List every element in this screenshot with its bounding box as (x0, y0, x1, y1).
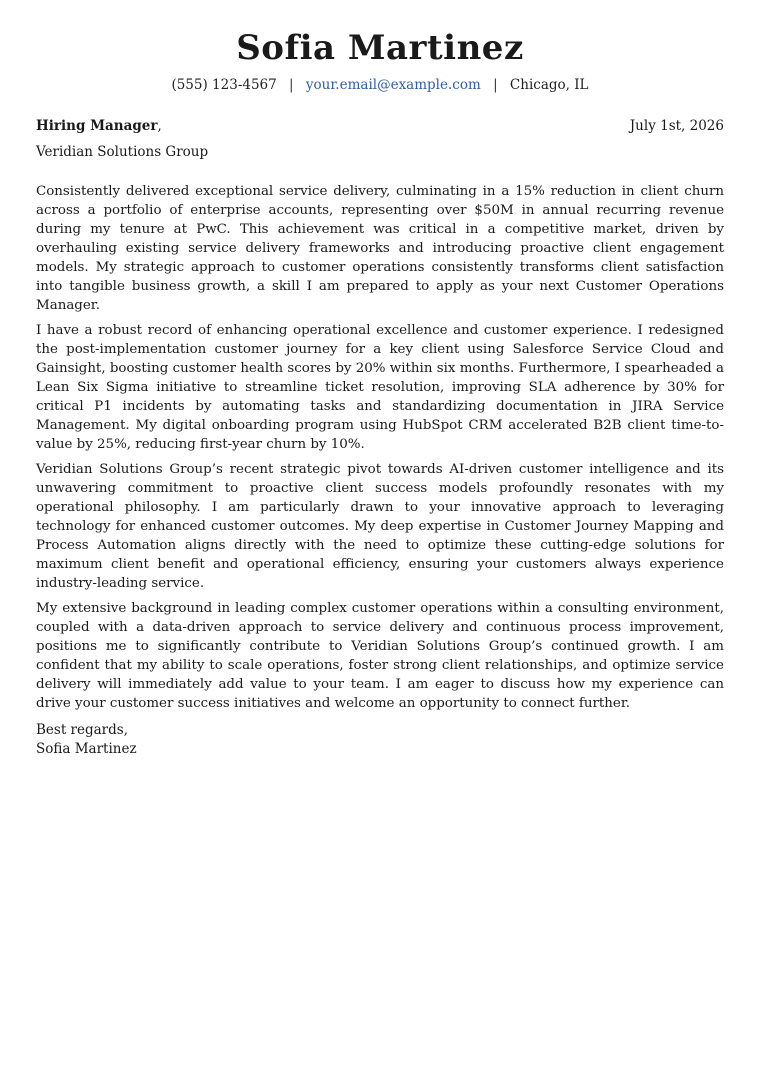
closing-salutation: Best regards, (36, 722, 129, 738)
recipient-line (36, 116, 162, 136)
contact-separator: | (493, 77, 498, 93)
body-paragraph: I have a robust record of enhancing operational excellence and customer experience. I redesigned the post-implementation customer journey for a key client using Salesforce Service Cloud and Gainsight, boosting customer health scores by 20% within six months. Furthermore, I spearheaded a Lean Six Sigma initiative to streamline ticket resolution, improving SLA adherence by 30% for critical P1 incidents by automating tasks and standardizing documentation in JIRA Service Management. My digital onboarding program using HubSpot CRM accelerated B2B client time-to-value by 25%, reducing first-year churn by 10%. (36, 323, 724, 452)
body-paragraph: Veridian Solutions Group’s recent strategic pivot towards AI-driven customer intelligence and its unwavering commitment to proactive client success models profoundly resonates with my operational philosophy. I am particularly drawn to your innovative approach to leveraging technology for enhanced customer outcomes. My deep expertise in Customer Journey Mapping and Process Automation aligns directly with the need to optimize these cutting-edge solutions for maximum client benefit and operational efficiency, ensuring your customers always experience industry-leading service. (36, 462, 724, 591)
recipient-company: Veridian Solutions Group (36, 144, 209, 160)
letter-body (36, 182, 724, 713)
body-paragraph: My extensive background in leading complex customer operations within a consulting environment, coupled with a data-driven approach to service delivery and continuous process improvement, positions me to significantly contribute to Veridian Solutions Group’s continued growth. I am confident that my ability to scale operations, foster strong client relationships, and optimize service delivery will immediately add value to your team. I am eager to discuss how my experience can drive your customer success initiatives and welcome an opportunity to connect further. (36, 601, 724, 711)
email-link[interactable]: your.email@example.com (305, 77, 481, 93)
contact-line (36, 76, 724, 94)
body-paragraph: Consistently delivered exceptional service delivery, culminating in a 15% reduction in client churn across a portfolio of enterprise accounts, representing over $50M in annual recurring revenue during my tenure at PwC. This achievement was critical in a competitive market, driven by overhauling existing service delivery frameworks and introducing proactive client engagement models. My strategic approach to customer operations consistently transforms client satisfaction into tangible business growth, a skill I am prepared to apply as your next Customer Operations Manager. (36, 184, 724, 313)
letter-closing (36, 721, 724, 759)
contact-separator: | (289, 77, 294, 93)
location: Chicago, IL (509, 77, 589, 93)
recipient-title: Hiring Manager (36, 118, 158, 134)
phone-number: (555) 123-4567 (171, 77, 277, 93)
recipient-title-comma: , (157, 118, 162, 134)
recipient-date-row (36, 116, 724, 136)
signature-name: Sofia Martinez (36, 741, 137, 757)
applicant-name: Sofia Martinez (236, 28, 524, 68)
letter-date: July 1st, 2026 (629, 118, 724, 134)
